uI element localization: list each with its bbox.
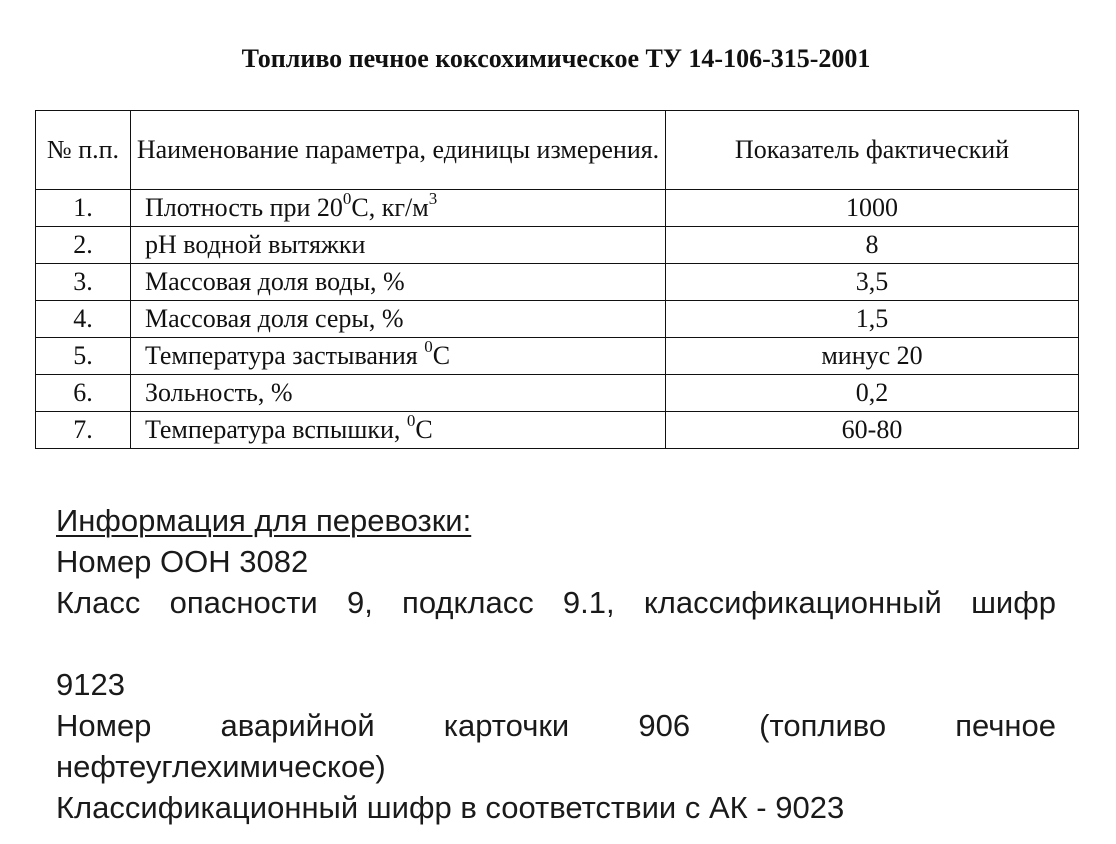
table-row <box>36 190 1079 227</box>
header-number: № п.п. <box>36 111 131 190</box>
transport-info-section <box>56 500 1056 828</box>
row-parameter-name: Температура застывания $^0$С <box>131 338 666 375</box>
emergency-card-word: 906 <box>638 708 691 743</box>
emergency-card-word: карточки <box>443 708 570 743</box>
table-row <box>36 301 1079 338</box>
row-parameter-name: Массовая доля воды, % <box>131 264 666 301</box>
emergency-card-line-1 <box>56 705 1056 746</box>
emergency-card-word: (топливо <box>759 708 887 743</box>
table-row <box>36 375 1079 412</box>
row-value: 3,5 <box>666 264 1079 301</box>
row-number: 2. <box>36 227 131 264</box>
emergency-card-word: печное <box>955 708 1056 743</box>
transport-info-heading: Информация для перевозки: <box>56 503 472 538</box>
emergency-card-word: Номер <box>56 708 152 743</box>
row-value: 0,2 <box>666 375 1079 412</box>
hazard-class-line-1: Класс опасности 9, подкласс 9.1, классификационный шифр <box>56 585 1056 620</box>
emergency-card-line-2: нефтеуглехимическое) <box>56 749 386 784</box>
specification-table <box>35 110 1079 449</box>
row-number: 4. <box>36 301 131 338</box>
un-number: Номер ООН 3082 <box>56 544 309 579</box>
row-number: 6. <box>36 375 131 412</box>
hazard-class-line-2: 9123 <box>56 667 125 702</box>
row-number: 5. <box>36 338 131 375</box>
row-value: 1000 <box>666 190 1079 227</box>
emergency-card-word: аварийной <box>220 708 375 743</box>
table-row <box>36 338 1079 375</box>
header-actual-value: Показатель фактический <box>666 111 1079 190</box>
row-parameter-name: Плотность при $20^0С$, $кг/м^3$ <box>131 190 666 227</box>
row-value: 60-80 <box>666 412 1079 449</box>
row-value: минус 20 <box>666 338 1079 375</box>
classification-code: Классификационный шифр в соответствии с АК - 9023 <box>56 790 845 825</box>
row-number: 1. <box>36 190 131 227</box>
table-header-row <box>36 111 1079 190</box>
table-row <box>36 264 1079 301</box>
row-parameter-name: Массовая доля серы, % <box>131 301 666 338</box>
header-parameter-name: Наименование параметра, единицы измерения. <box>131 111 666 190</box>
table-row <box>36 412 1079 449</box>
row-parameter-name: Температура вспышки, $^0$С <box>131 412 666 449</box>
row-number: 7. <box>36 412 131 449</box>
row-parameter-name: Зольность, % <box>131 375 666 412</box>
row-value: 1,5 <box>666 301 1079 338</box>
row-value: 8 <box>666 227 1079 264</box>
row-parameter-name: рН водной вытяжки <box>131 227 666 264</box>
table-row <box>36 227 1079 264</box>
row-number: 3. <box>36 264 131 301</box>
document-title: Топливо печное коксохимическое ТУ 14-106-315-2001 <box>241 44 871 73</box>
